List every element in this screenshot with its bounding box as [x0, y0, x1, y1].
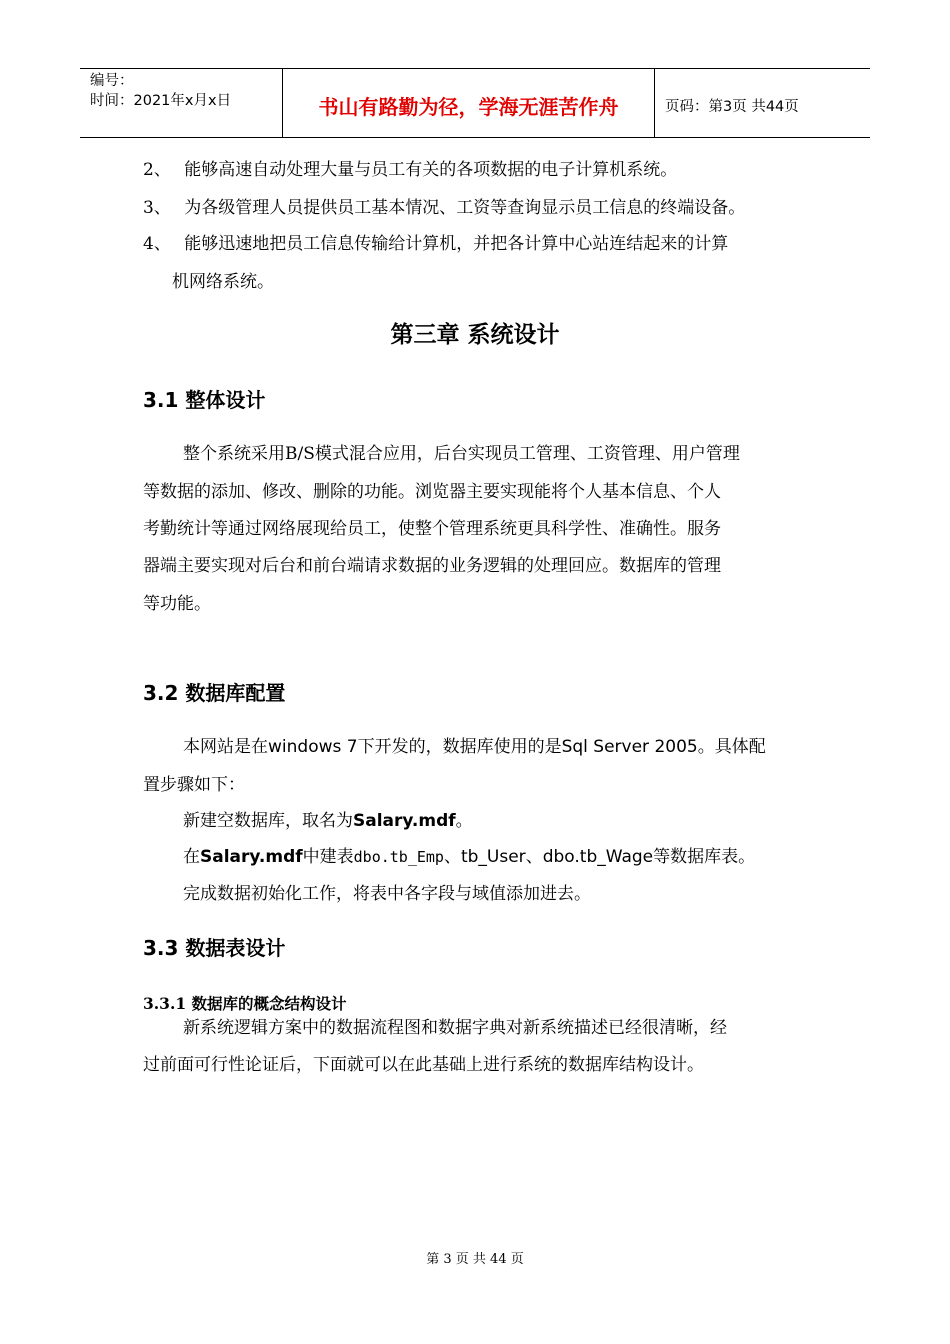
- section-heading: 3.1 整体设计: [143, 388, 266, 412]
- step-line: [183, 811, 473, 831]
- text-run: Salary.mdf: [200, 847, 303, 867]
- list-number: 3、: [143, 198, 171, 218]
- paragraph-line: [183, 737, 766, 757]
- subsection-heading: 3.3.1 数据库的概念结构设计: [143, 994, 347, 1013]
- list-text: 为各级管理人员提供员工基本情况、工资等查询显示员工信息的终端设备。: [184, 198, 746, 218]
- paragraph-line: 整个系统采用B/S模式混合应用，后台实现员工管理、工资管理、用户管理: [183, 444, 740, 464]
- paragraph-line: 器端主要实现对后台和前台端请求数据的业务逻辑的处理回应。数据库的管理: [143, 556, 721, 576]
- text-run: dbo.tb_Emp: [353, 848, 444, 866]
- text-run: 等数据库表。: [653, 847, 756, 867]
- text-run: 、: [525, 847, 543, 867]
- text-run: 下开发的，数据库使用的是: [357, 737, 562, 757]
- time-label: 时间：2021年x月x日: [90, 93, 232, 109]
- list-continuation: 机网络系统。: [172, 272, 274, 292]
- step-line: [183, 847, 755, 867]
- step-line: 完成数据初始化工作，将表中各字段与域值添加进去。: [183, 884, 591, 904]
- list-number: 2、: [143, 160, 171, 180]
- list-text: 能够高速自动处理大量与员工有关的各项数据的电子计算机系统。: [184, 160, 678, 180]
- page-header: [80, 68, 870, 138]
- header-meta: [80, 69, 282, 137]
- text-run: 中建表: [302, 847, 354, 867]
- section-heading: 3.2 数据库配置: [143, 681, 286, 705]
- text-run: Salary.mdf: [353, 811, 456, 831]
- text-run: dbo.tb_Wage: [542, 847, 654, 867]
- list-item: [143, 234, 728, 254]
- paragraph-line: 等功能。: [143, 594, 211, 614]
- chapter-title: 第三章 系统设计: [390, 322, 560, 348]
- list-item: [143, 198, 745, 218]
- text-run: 、: [443, 847, 461, 867]
- list-item: [143, 160, 677, 180]
- list-text: 能够迅速地把员工信息传输给计算机，并把各计算中心站连结起来的计算: [184, 234, 729, 254]
- text-run: tb_User: [460, 847, 526, 867]
- text-run: 。具体配: [697, 737, 766, 757]
- paragraph-line: 新系统逻辑方案中的数据流程图和数据字典对新系统描述已经很清晰，经: [183, 1018, 727, 1038]
- text-run: 本网站是在: [183, 737, 268, 757]
- number-label: 编号：: [90, 73, 134, 89]
- paragraph-line: 考勤统计等通过网络展现给员工，使整个管理系统更具科学性、准确性。服务: [143, 519, 721, 539]
- text-run: 。: [455, 811, 473, 831]
- paragraph-line: 置步骤如下：: [143, 775, 245, 795]
- section-heading: 3.3 数据表设计: [143, 936, 286, 960]
- text-run: 新建空数据库，取名为: [183, 811, 353, 831]
- text-run: windows 7: [268, 737, 358, 757]
- text-run: Sql Server 2005: [561, 737, 698, 757]
- paragraph-line: 等数据的添加、修改、删除的功能。浏览器主要实现能将个人基本信息、个人: [143, 482, 721, 502]
- list-number: 4、: [143, 234, 171, 254]
- paragraph-line: 过前面可行性论证后，下面就可以在此基础上进行系统的数据库结构设计。: [143, 1055, 704, 1075]
- page-info: 页码：第3页 共44页: [665, 98, 799, 115]
- page-footer: 第 3 页 共 44 页: [426, 1252, 524, 1267]
- motto: 书山有路勤为径，学海无涯苦作舟: [282, 69, 655, 137]
- text-run: 在: [183, 847, 200, 867]
